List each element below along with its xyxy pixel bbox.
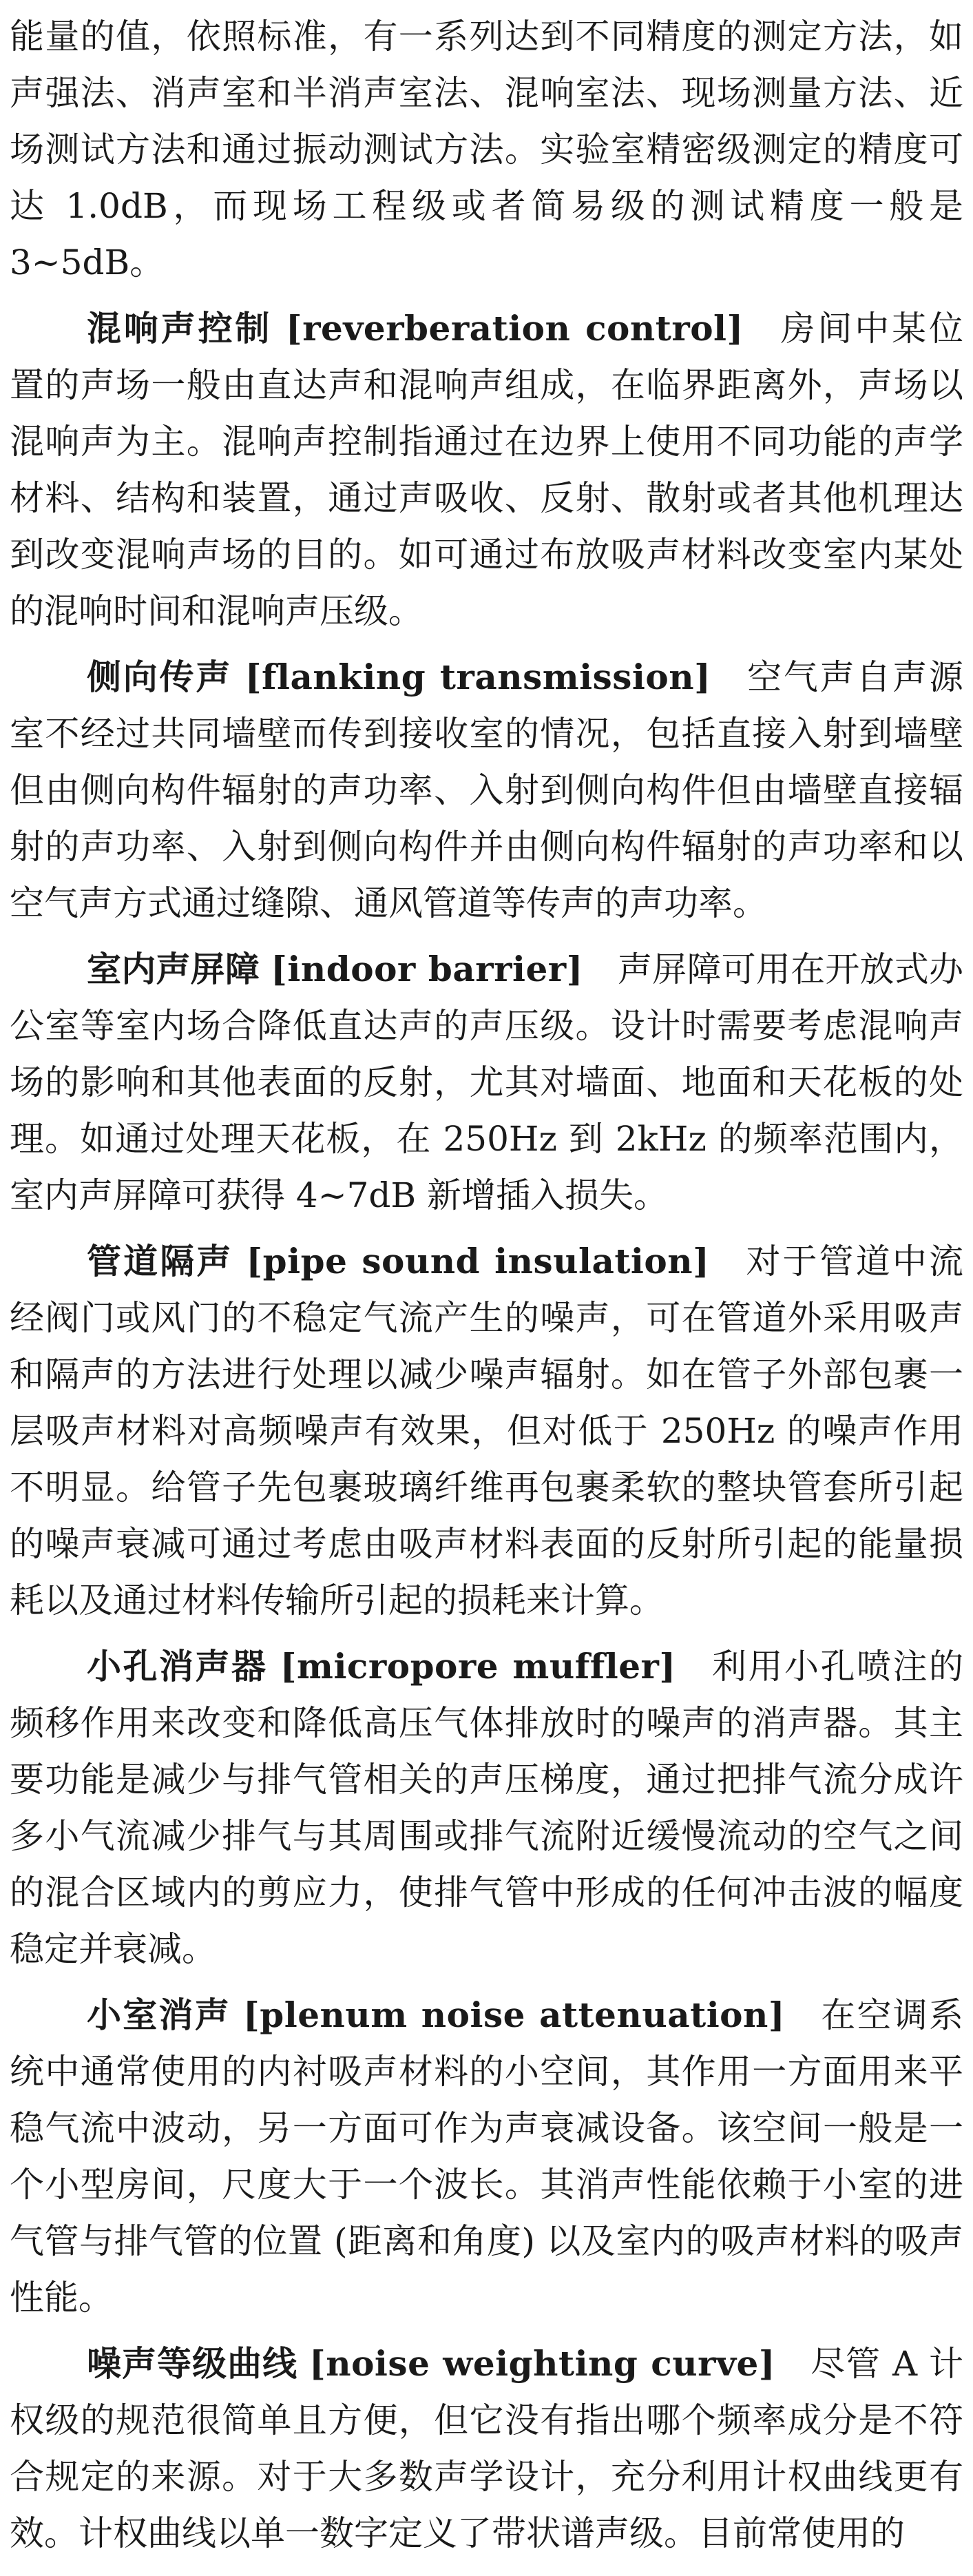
intro-paragraph: 能量的值，依照标准，有一系列达到不同精度的测定方法，如声强法、消声室和半消声室法、混响室法、现场测量方法、近场测试方法和通过振动测试方法。实验室精密级测定的精度可达 1.0dB，而现场工程级或者简易级的测试精度一般是 3~5dB。 <box>10 17 963 282</box>
entry-reverberation-control <box>10 300 963 639</box>
entry-indoor-barrier <box>10 941 963 1224</box>
entry-definition: 房间中某位置的声场一般由直达声和混响声组成，在临界距离外，声场以混响声为主。混响声控制指通过在边界上使用不同功能的声学材料、结构和装置，通过声吸收、反射、散射或者其他机理达到改变混响声场的目的。如可通过布放吸声材料改变室内某处的混响时间和混响声压级。 <box>10 309 963 631</box>
entry-term: 室内声屏障 <box>87 949 260 989</box>
entry-english-term: [plenum noise attenuation] <box>243 1995 786 2035</box>
entry-english-term: [noise weighting curve] <box>309 2343 775 2384</box>
entry-definition: 空气声自声源室不经过共同墙壁而传到接收室的情况，包括直接入射到墙壁但由侧向构件辐射的声功率、入射到侧向构件但由墙壁直接辐射的声功率、入射到侧向构件并由侧向构件辐射的声功率和以空气声方式通过缝隙、通风管道等传声的声功率。 <box>10 657 963 923</box>
entry-term: 噪声等级曲线 <box>87 2344 298 2384</box>
entry-term: 侧向传声 <box>87 657 233 697</box>
entry-english-term: [indoor barrier] <box>271 949 583 989</box>
entry-definition: 对于管道中流经阀门或风门的不稳定气流产生的噪声，可在管道外采用吸声和隔声的方法进行处理以减少噪声辐射。如在管子外部包裹一层吸声材料对高频噪声有效果，但对低于 250Hz 的噪声作用不明显。给管子先包裹玻璃纤维再包裹柔软的整块管套所引起的噪声衰减可通过考虑由吸声材料表面的反射所引起的能量损耗以及通过材料传输所引起的损耗来计算。 <box>10 1241 964 1620</box>
entry-term: 小孔消声器 <box>87 1647 268 1687</box>
entry-pipe-sound-insulation <box>10 1233 963 1629</box>
entry-micropore-muffler <box>10 1638 963 1977</box>
entry-noise-weighting-curve <box>10 2336 963 2562</box>
entry-definition: 尽管 A 计权级的规范很简单且方便，但它没有指出哪个频率成分是不符合规定的来源。对于大多数声学设计，充分利用计权曲线更有效。计权曲线以单一数字定义了带状谱声级。目前常使用的 <box>10 2344 963 2553</box>
entry-term: 混响声控制 <box>87 309 273 349</box>
entry-english-term: [pipe sound insulation] <box>246 1241 710 1281</box>
entry-term: 小室消声 <box>87 1995 231 2035</box>
entry-definition: 在空调系统中通常使用的内衬吸声材料的小空间，其作用一方面用来平稳气流中波动，另一方面可作为声衰减设备。该空间一般是一个小型房间，尺度大于一个波长。其消声性能依赖于小室的进气管与排气管的位置 (距离和角度) 以及室内的吸声材料的吸声性能。 <box>10 1995 964 2318</box>
entry-english-term: [flanking transmission] <box>244 657 711 697</box>
entry-flanking-transmission <box>10 649 963 931</box>
entry-english-term: [reverberation control] <box>286 308 744 349</box>
entry-definition: 利用小孔喷注的频移作用来改变和降低高压气体排放时的噪声的消声器。其主要功能是减少与排气管相关的声压梯度，通过把排气流分成许多小气流减少排气与其周围或排气流附近缓慢流动的空气之间的混合区域内的剪应力，使排气管中形成的任何冲击波的幅度稳定并衰减。 <box>10 1647 963 1969</box>
entry-term: 管道隔声 <box>87 1241 233 1281</box>
entry-plenum-noise-attenuation <box>10 1987 963 2326</box>
entry-english-term: [micropore muffler] <box>280 1646 676 1687</box>
entry-definition: 声屏障可用在开放式办公室等室内场合降低直达声的声压级。设计时需要考虑混响声场的影响和其他表面的反射，尤其对墙面、地面和天花板的处理。如通过处理天花板，在 250Hz 到 2kHz 的频率范围内，室内声屏障可获得 4~7dB 新增插入损失。 <box>10 949 964 1215</box>
